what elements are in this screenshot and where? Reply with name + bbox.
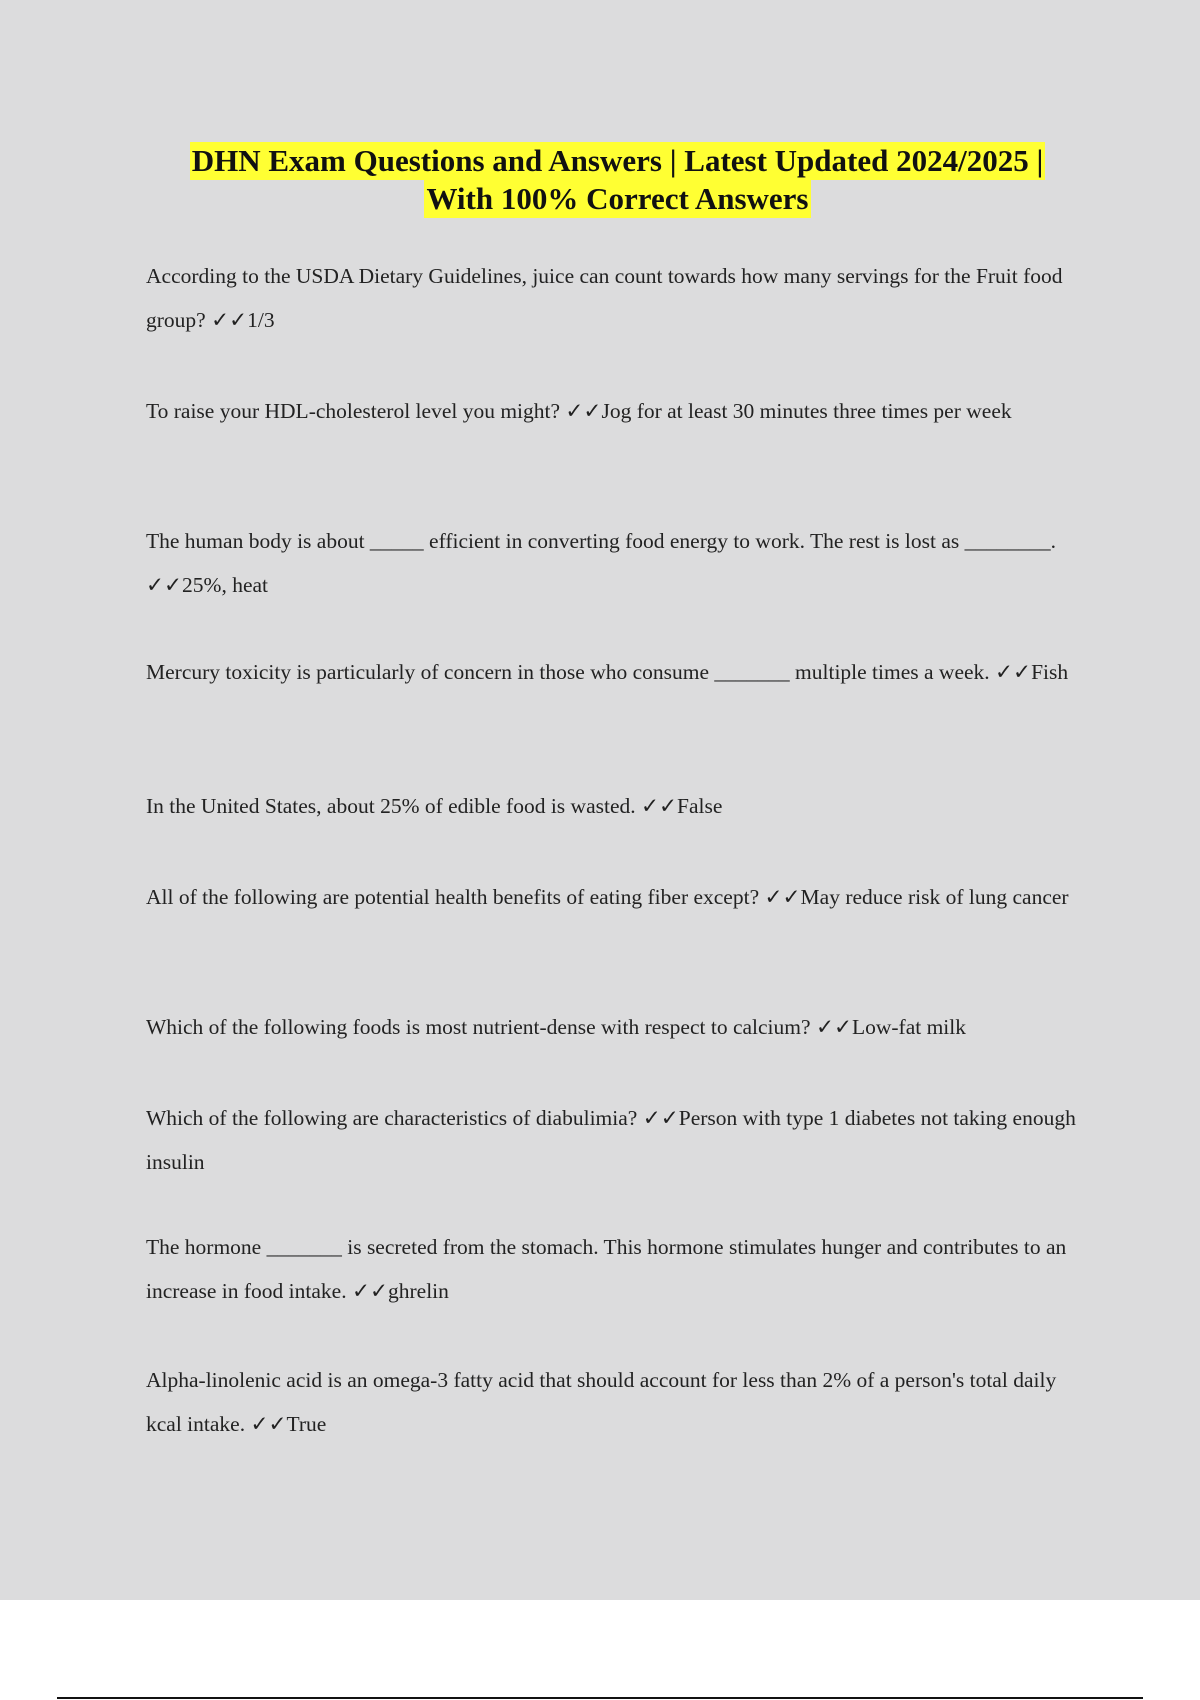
answer-text: True (286, 1412, 327, 1436)
answer-text: 1/3 (247, 308, 275, 332)
question-text: According to the USDA Dietary Guidelines, juice can count towards how many servings for the Fruit food group? (146, 264, 1063, 332)
check-mark-icon: ✓✓ (250, 1412, 287, 1436)
answer-text: ghrelin (388, 1279, 449, 1303)
answer-text: 25%, heat (182, 573, 268, 597)
question-text: All of the following are potential health benefits of eating fiber except? (146, 885, 760, 909)
check-mark-icon: ✓✓ (146, 573, 183, 597)
question-text: Which of the following are characteristics of diabulimia? (146, 1106, 638, 1130)
qa-item (146, 1225, 1086, 1313)
qa-item (146, 784, 1086, 828)
answer-text: Low-fat milk (851, 1015, 967, 1039)
question-text: The hormone _______ is secreted from the stomach. This hormone stimulates hunger and contributes to an increase in food intake. (146, 1235, 1067, 1303)
title-line-2: With 100% Correct Answers (426, 181, 809, 216)
qa-item (146, 875, 1086, 919)
qa-item (146, 650, 1086, 694)
document-title (0, 142, 1200, 218)
check-mark-icon: ✓✓ (641, 794, 678, 818)
answer-text: Fish (1031, 660, 1069, 684)
question-text: Which of the following foods is most nutrient-dense with respect to calcium? (146, 1015, 811, 1039)
check-mark-icon: ✓✓ (642, 1106, 679, 1130)
answer-text: False (677, 794, 723, 818)
answer-text: Jog for at least 30 minutes three times per week (601, 399, 1012, 423)
question-text: Mercury toxicity is particularly of concern in those who consume _______ multiple times a week. (146, 660, 990, 684)
title-line-1: DHN Exam Questions and Answers | Latest Updated 2024/2025 | (191, 143, 1044, 178)
qa-item (146, 254, 1086, 342)
question-text: Alpha-linolenic acid is an omega-3 fatty acid that should account for less than 2% of a person's total daily kcal intake. (146, 1368, 1057, 1436)
check-mark-icon: ✓✓ (815, 1015, 852, 1039)
answer-text: May reduce risk of lung cancer (800, 885, 1069, 909)
answer-text: Person with type 1 diabetes not taking enough insulin (146, 1106, 1076, 1174)
check-mark-icon: ✓✓ (351, 1279, 388, 1303)
qa-item (146, 389, 1086, 433)
qa-item (146, 1096, 1086, 1184)
check-mark-icon: ✓✓ (764, 885, 801, 909)
check-mark-icon: ✓✓ (211, 308, 248, 332)
check-mark-icon: ✓✓ (995, 660, 1032, 684)
qa-item (146, 1005, 1086, 1049)
question-text: The human body is about _____ efficient in converting food energy to work. The rest is lost as ________. (146, 529, 1057, 553)
check-mark-icon: ✓✓ (565, 399, 602, 423)
qa-item (146, 519, 1086, 607)
qa-item (146, 1358, 1086, 1446)
question-text: In the United States, about 25% of edible food is wasted. (146, 794, 636, 818)
footer-divider (57, 1697, 1143, 1699)
question-text: To raise your HDL-cholesterol level you might? (146, 399, 561, 423)
